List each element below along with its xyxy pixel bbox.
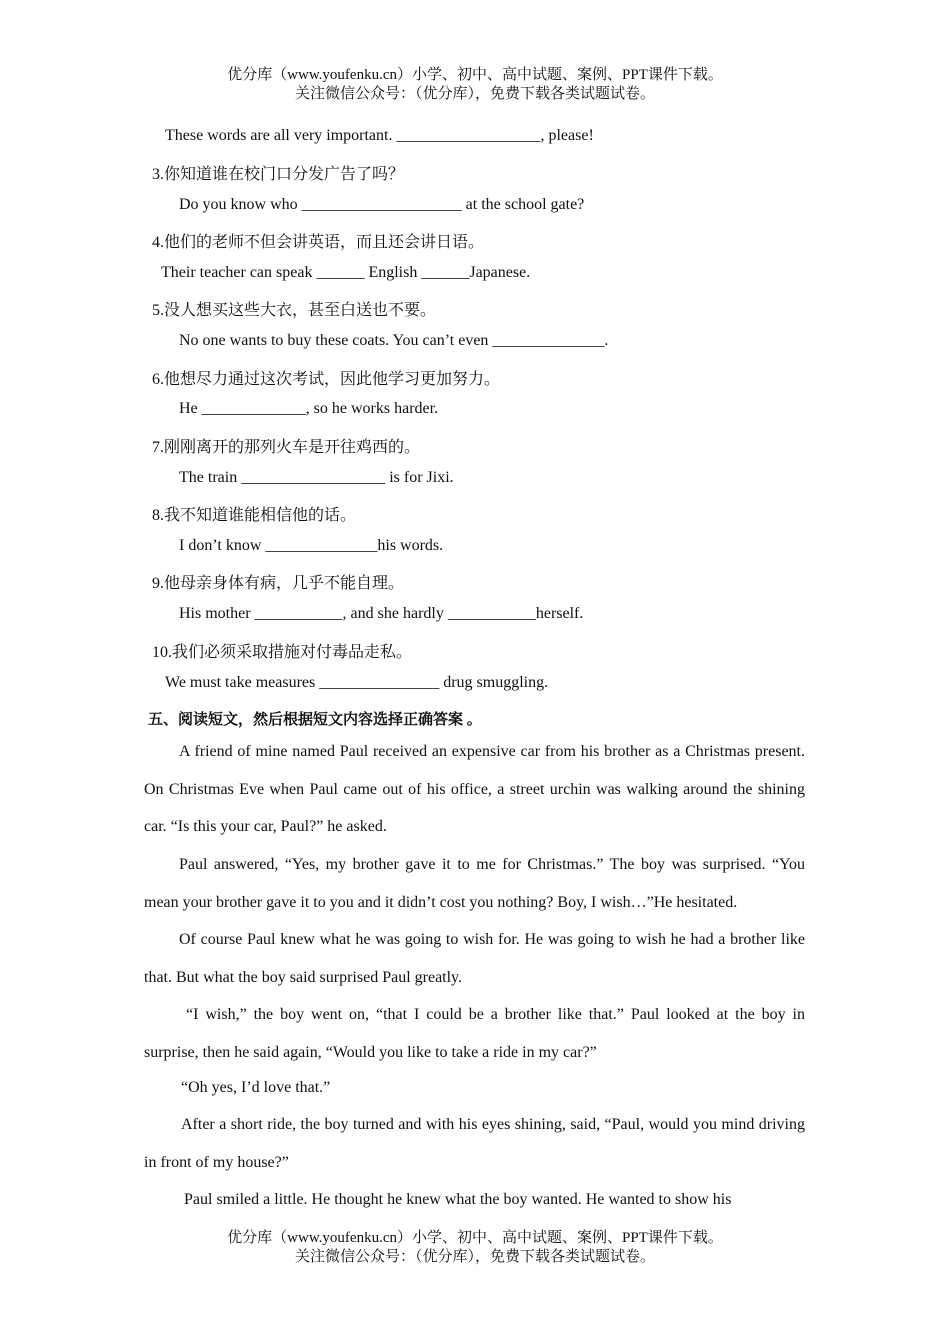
item-3-chinese: 3.你知道谁在校门口分发广告了吗？ <box>152 166 405 183</box>
item-6-english: He _____________, so he works harder. <box>179 400 439 417</box>
item-4-english: Their teacher can speak ______ English ______Japanese. <box>161 264 531 281</box>
passage-paragraph: A friend of mine named Paul received an expensive car from his brother as a Christmas present. On Christmas Eve when Paul came out of his office, a street urchin was walking around the shining car. “Is this your car, Paul?” he asked. <box>144 743 805 835</box>
item-4-chinese: 4.他们的老师不但会讲英语，而且还会讲日语。 <box>152 234 485 251</box>
item-8-chinese: 8.我不知道谁能相信他的话。 <box>152 507 357 524</box>
item-2-english: These words are all very important. __________________, please! <box>165 127 594 144</box>
footer-line-1: 优分库（www.youfenku.cn）小学、初中、高中试题、案例、PPT课件下载。 <box>227 1230 723 1246</box>
page-footer <box>0 1229 950 1267</box>
item-9-chinese: 9.他母亲身体有病，几乎不能自理。 <box>152 575 405 592</box>
footer-line-2: 关注微信公众号：（优分库），免费下载各类试题试卷。 <box>294 1249 655 1265</box>
item-7-english: The train __________________ is for Jixi. <box>179 469 454 486</box>
passage-paragraph: “I wish,” the boy went on, “that I could be a brother like that.” Paul looked at the boy in surprise, then he said again, “Would you like to take a ride in my car?” <box>144 1006 805 1061</box>
item-6-chinese: 6.他想尽力通过这次考试，因此他学习更加努力。 <box>152 371 501 388</box>
item-10-chinese: 10.我们必须采取措施对付毒品走私。 <box>152 644 413 661</box>
item-3-english: Do you know who ____________________ at the school gate? <box>179 196 585 213</box>
passage-paragraph: Paul answered, “Yes, my brother gave it to me for Christmas.” The boy was surprised. “You mean your brother gave it to you and it didn’t cost you nothing? Boy, I wish…”He hesitated. <box>144 856 805 911</box>
item-9-english: His mother ___________, and she hardly ___________herself. <box>179 605 584 622</box>
page-header <box>0 66 950 104</box>
passage-paragraph: “Oh yes, I’d love that.” <box>181 1079 331 1096</box>
passage-paragraph: Paul smiled a little. He thought he knew what the boy wanted. He wanted to show his <box>184 1191 732 1208</box>
passage-paragraph: Of course Paul knew what he was going to wish for. He was going to wish he had a brother like that. But what the boy said surprised Paul greatly. <box>144 931 805 986</box>
item-7-chinese: 7.刚刚离开的那列火车是开往鸡西的。 <box>152 439 421 456</box>
header-line-2: 关注微信公众号：（优分库），免费下载各类试题试卷。 <box>294 86 655 102</box>
item-5-chinese: 5.没人想买这些大衣，甚至白送也不要。 <box>152 302 437 319</box>
passage-paragraph: After a short ride, the boy turned and with his eyes shining, said, “Paul, would you mind driving in front of my house?” <box>144 1116 805 1171</box>
item-5-english: No one wants to buy these coats. You can’t even ______________. <box>179 332 609 349</box>
header-line-1: 优分库（www.youfenku.cn）小学、初中、高中试题、案例、PPT课件下载。 <box>227 67 723 83</box>
section-5-title: 五、阅读短文，然后根据短文内容选择正确答案 。 <box>148 712 482 728</box>
item-10-english: We must take measures _______________ drug smuggling. <box>165 674 549 691</box>
item-8-english: I don’t know ______________his words. <box>179 537 444 554</box>
